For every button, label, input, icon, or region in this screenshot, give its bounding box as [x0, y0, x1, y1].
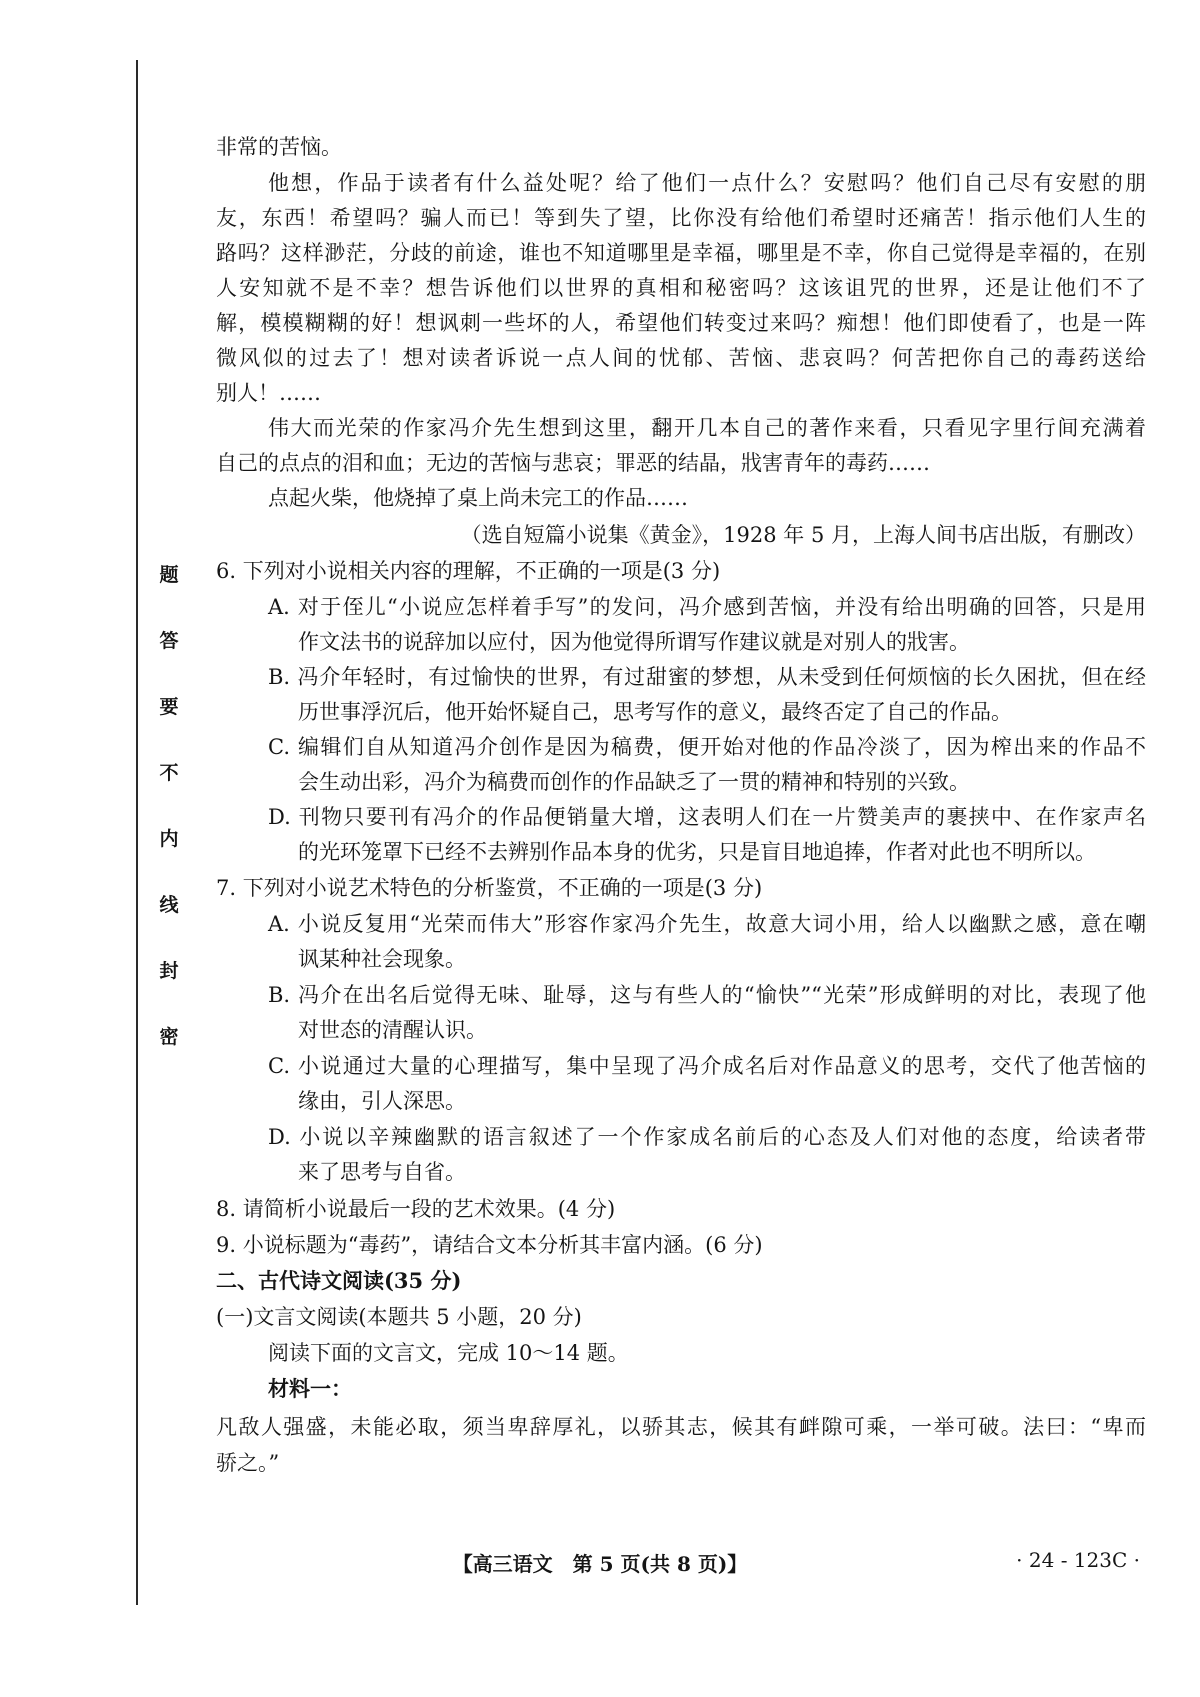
- material-label: 材料一：: [268, 1376, 352, 1401]
- section-2-instruction: 阅读下面的文言文，完成 10～14 题。: [268, 1341, 629, 1365]
- binding-char: 题: [159, 564, 179, 586]
- passage-line: 非常的苦恼。: [216, 135, 342, 159]
- binding-margin-notice: [154, 560, 184, 1060]
- question-7-option-c-cont: 缘由，引人深思。: [298, 1089, 466, 1113]
- section-2-title: 二、古代诗文阅读(35 分): [216, 1268, 462, 1293]
- question-6-option-d-cont: 的光环笼罩下已经不去辨别作品本身的优劣，只是盲目地追捧，作者对此也不明所以。: [298, 840, 1096, 864]
- question-6-stem: 6. 下列对小说相关内容的理解，不正确的一项是(3 分): [216, 559, 721, 583]
- passage-line: 解，模模糊糊的好！想讽刺一些坏的人，希望他们转变过来吗？痴想！他们即使看了，也是一阵: [216, 311, 1146, 335]
- passage-line: 路吗？这样渺茫，分歧的前途，谁也不知道哪里是幸福，哪里是不幸，你自己觉得是幸福的，在别: [216, 241, 1146, 265]
- binding-char: 线: [159, 894, 179, 916]
- binding-char: 密: [159, 1026, 179, 1048]
- question-6-option-c-cont: 会生动出彩，冯介为稿费而创作的作品缺乏了一贯的精神和特别的兴致。: [298, 770, 970, 794]
- material-line: 骄之。”: [216, 1451, 280, 1475]
- question-7-option-d-cont: 来了思考与自省。: [298, 1160, 466, 1184]
- binding-line: [136, 60, 138, 1605]
- question-7-option-d: D. 小说以辛辣幽默的语言叙述了一个作家成名前后的心态及人们对他的态度，给读者带: [268, 1125, 1146, 1149]
- passage-line: 人安知就不是不幸？想告诉他们以世界的真相和秘密吗？这该诅咒的世界，还是让他们不了: [216, 276, 1146, 300]
- section-2-subtitle: (一)文言文阅读(本题共 5 小题，20 分): [216, 1305, 582, 1329]
- question-6-option-b-cont: 历世事浮沉后，他开始怀疑自己，思考写作的意义，最终否定了自己的作品。: [298, 700, 1012, 724]
- question-6-option-c: C. 编辑们自从知道冯介创作是因为稿费，便开始对他的作品冷淡了，因为榨出来的作品不: [268, 735, 1146, 759]
- question-6-option-a-cont: 作文法书的说辞加以应付，因为他觉得所谓写作建议就是对别人的戕害。: [298, 630, 970, 654]
- passage-line: 自己的点点的泪和血；无边的苦恼与悲哀；罪恶的结晶，戕害青年的毒药……: [216, 451, 930, 475]
- question-7-option-a-cont: 讽某种社会现象。: [298, 947, 466, 971]
- binding-char: 答: [159, 630, 179, 652]
- passage-line: 伟大而光荣的作家冯介先生想到这里，翻开几本自己的著作来看，只看见字里行间充满着: [268, 416, 1146, 440]
- binding-char: 不: [159, 762, 179, 784]
- binding-char: 封: [159, 960, 179, 982]
- passage-line: 别人！……: [216, 381, 321, 405]
- question-7-stem: 7. 下列对小说艺术特色的分析鉴赏，不正确的一项是(3 分): [216, 876, 763, 900]
- material-line: 凡敌人强盛，未能必取，须当卑辞厚礼，以骄其志，候其有衅隙可乘，一举可破。法曰：“卑而: [216, 1415, 1146, 1439]
- passage-line: 他想，作品于读者有什么益处呢？给了他们一点什么？安慰吗？他们自己尽有安慰的朋: [268, 171, 1146, 195]
- question-8: 8. 请简析小说最后一段的艺术效果。(4 分): [216, 1197, 616, 1221]
- question-9: 9. 小说标题为“毒药”，请结合文本分析其丰富内涵。(6 分): [216, 1233, 763, 1257]
- passage-line: 点起火柴，他烧掉了桌上尚未完工的作品……: [268, 486, 688, 510]
- question-6-option-b: B. 冯介年轻时，有过愉快的世界，有过甜蜜的梦想，从未受到任何烦恼的长久困扰，但在经: [268, 665, 1146, 689]
- question-7-option-a: A. 小说反复用“光荣而伟大”形容作家冯介先生，故意大词小用，给人以幽默之感，意在嘲: [268, 912, 1146, 936]
- question-6-option-d: D. 刊物只要刊有冯介的作品便销量大增，这表明人们在一片赞美声的裹挟中、在作家声名: [268, 805, 1146, 829]
- passage-line: 微风似的过去了！想对读者诉说一点人间的忧郁、苦恼、悲哀吗？何苦把你自己的毒药送给: [216, 346, 1146, 370]
- binding-char: 内: [159, 828, 179, 850]
- passage-source: （选自短篇小说集《黄金》，1928 年 5 月，上海人间书店出版，有删改）: [460, 523, 1146, 547]
- passage-line: 友，东西！希望吗？骗人而已！等到失了望，比你没有给他们希望时还痛苦！指示他们人生的: [216, 206, 1146, 230]
- binding-char: 要: [159, 696, 179, 718]
- question-6-option-a: A. 对于侄儿“小说应怎样着手写”的发问，冯介感到苦恼，并没有给出明确的回答，只是用: [268, 595, 1146, 619]
- page-footer-title: 【高三语文 第 5 页(共 8 页)】: [452, 1552, 748, 1576]
- question-7-option-c: C. 小说通过大量的心理描写，集中呈现了冯介成名后对作品意义的思考，交代了他苦恼的: [268, 1054, 1146, 1078]
- page-footer-code: · 24 - 123C ·: [1016, 1548, 1140, 1572]
- question-7-option-b: B. 冯介在出名后觉得无味、耻辱，这与有些人的“愉快”“光荣”形成鲜明的对比，表现了他: [268, 983, 1146, 1007]
- question-7-option-b-cont: 对世态的清醒认识。: [298, 1018, 487, 1042]
